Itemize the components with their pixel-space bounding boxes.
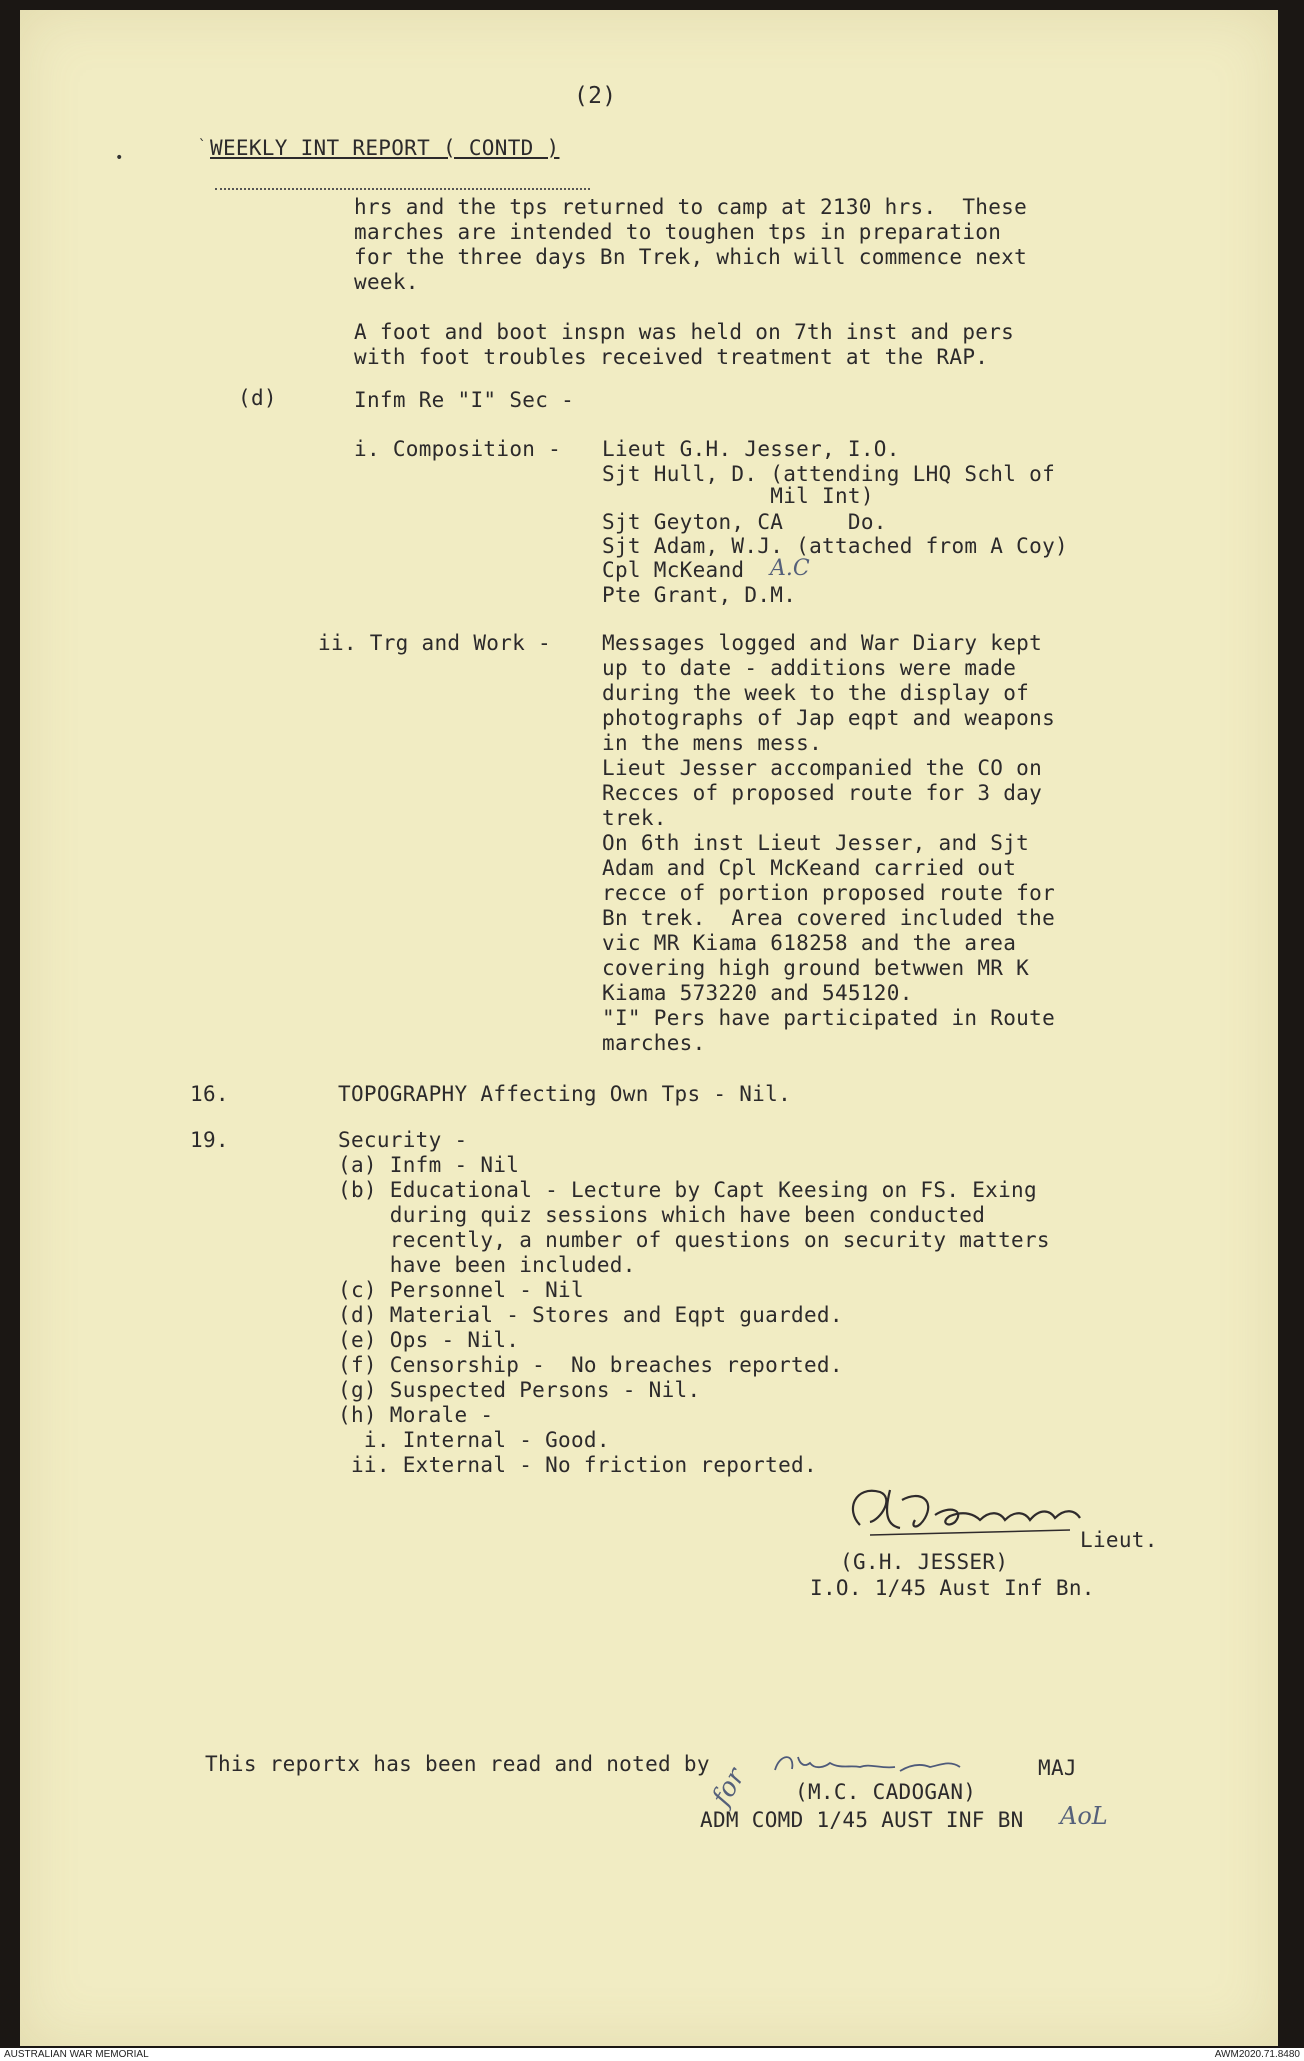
security-line: during quiz sessions which have been conducted xyxy=(338,1203,986,1227)
item-16-text: TOPOGRAPHY Affecting Own Tps - Nil. xyxy=(338,1082,792,1106)
handwritten-initials: A.C xyxy=(770,556,810,581)
page-heading: WEEKLY INT REPORT ( CONTD ) xyxy=(210,136,560,160)
signature2-unit: ADM COMD 1/45 AUST INF BN xyxy=(700,1808,1024,1832)
composition-label: i. Composition - xyxy=(354,437,562,461)
foot-line: with foot troubles received treatment at the RAP. xyxy=(354,345,989,369)
training-line: "I" Pers have participated in Route xyxy=(602,1006,1056,1030)
march-line: hrs and the tps returned to camp at 2130 hrs. These xyxy=(354,195,1028,219)
security-line: (c) Personnel - Nil xyxy=(338,1278,584,1302)
training-line: in the mens mess. xyxy=(602,731,823,755)
training-line: Kiama 573220 and 545120. xyxy=(602,981,913,1005)
foot-line: A foot and boot inspn was held on 7th inst and pers xyxy=(354,320,1015,344)
composition-line: Sjt Hull, D. (attending LHQ Schl of xyxy=(602,462,1056,486)
march-line: marches are intended to toughen tps in preparation xyxy=(354,220,1002,244)
security-line: ii. External - No friction reported. xyxy=(338,1453,817,1477)
composition-line: Lieut G.H. Jesser, I.O. xyxy=(602,437,900,461)
item-16-number: 16. xyxy=(190,1082,229,1106)
signature2-rank: MAJ xyxy=(1038,1756,1077,1780)
training-line: Lieut Jesser accompanied the CO on xyxy=(602,756,1043,780)
margin-mark: • xyxy=(115,150,124,166)
training-line: vic MR Kiama 618258 and the area xyxy=(602,931,1017,955)
composition-line: Pte Grant, D.M. xyxy=(602,583,797,607)
security-line: recently, a number of questions on security matters xyxy=(338,1228,1050,1252)
security-line: (f) Censorship - No breaches reported. xyxy=(338,1353,843,1377)
training-line: trek. xyxy=(602,806,667,830)
signature-unit: I.O. 1/45 Aust Inf Bn. xyxy=(810,1576,1095,1600)
footer-institution: AUSTRALIAN WAR MEMORIAL xyxy=(4,2049,149,2060)
composition-line: Cpl McKeand xyxy=(602,558,745,582)
handwritten-aol: AoL xyxy=(1060,1802,1108,1830)
security-line: (h) Morale - xyxy=(338,1403,494,1427)
margin-mark: ` xyxy=(198,138,207,154)
cadogan-signature xyxy=(770,1745,1030,1785)
signature-rank: Lieut. xyxy=(1080,1528,1158,1552)
security-line: have been included. xyxy=(338,1253,636,1277)
training-line: Bn trek. Area covered included the xyxy=(602,906,1056,930)
security-line: (a) Infm - Nil xyxy=(338,1153,520,1177)
training-line: On 6th inst Lieut Jesser, and Sjt xyxy=(602,831,1030,855)
composition-line: Sjt Adam, W.J. (attached from A Coy) xyxy=(602,534,1068,558)
security-line: i. Internal - Good. xyxy=(338,1428,610,1452)
training-line: Recces of proposed route for 3 day xyxy=(602,781,1043,805)
training-line: recce of portion proposed route for xyxy=(602,881,1056,905)
training-line: photographs of Jap eqpt and weapons xyxy=(602,706,1056,730)
march-line: for the three days Bn Trek, which will commence next xyxy=(354,245,1028,269)
signature2-name: (M.C. CADOGAN) xyxy=(795,1780,977,1804)
composition-line: Sjt Geyton, CA Do. xyxy=(602,510,887,534)
read-note: This reportx has been read and noted by xyxy=(205,1752,710,1776)
section-d-label: (d) xyxy=(238,386,277,410)
section-d-title: Infm Re "I" Sec - xyxy=(354,388,575,412)
dotted-rule xyxy=(215,188,590,190)
signature-name: (G.H. JESSER) xyxy=(840,1550,1009,1574)
composition-line: Mil Int) xyxy=(602,484,874,508)
page-number: (2) xyxy=(574,83,617,109)
security-line: (e) Ops - Nil. xyxy=(338,1328,520,1352)
jesser-signature xyxy=(840,1480,1100,1560)
security-line: (d) Material - Stores and Eqpt guarded. xyxy=(338,1303,843,1327)
training-line: Messages logged and War Diary kept xyxy=(602,631,1043,655)
training-line: up to date - additions were made xyxy=(602,656,1017,680)
training-line: during the week to the display of xyxy=(602,681,1030,705)
security-line: (b) Educational - Lecture by Capt Keesing on FS. Exing xyxy=(338,1178,1037,1202)
item-19-number: 19. xyxy=(190,1128,229,1152)
document-page xyxy=(20,10,1278,2046)
march-line: week. xyxy=(354,270,419,294)
item-19-title: Security - xyxy=(338,1128,468,1152)
training-line: Adam and Cpl McKeand carried out xyxy=(602,856,1017,880)
training-line: covering high ground betwwen MR K xyxy=(602,956,1030,980)
footer-reference: AWM2020.71.8480 xyxy=(1214,2049,1300,2060)
handwritten-for: for xyxy=(706,1763,752,1811)
training-line: marches. xyxy=(602,1031,706,1055)
training-label: ii. Trg and Work - xyxy=(318,631,551,655)
security-line: (g) Suspected Persons - Nil. xyxy=(338,1378,701,1402)
archive-footer xyxy=(0,2048,1304,2061)
